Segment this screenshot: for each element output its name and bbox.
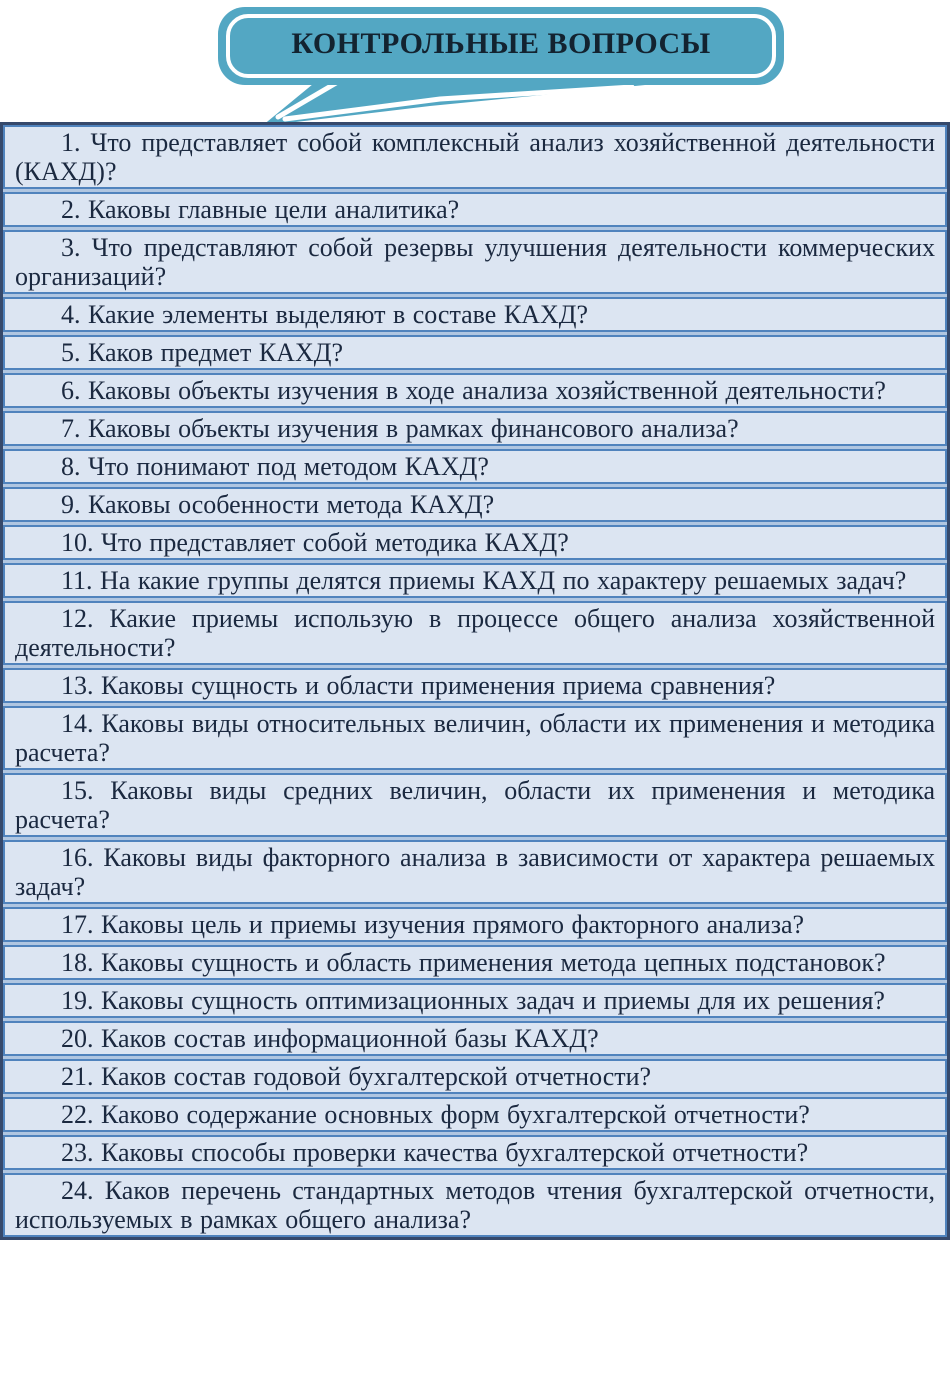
question-row [3,192,947,227]
question-text: 9. Каковы особенности метода КАХД? [61,490,495,519]
question-row [3,945,947,980]
question-text: 22. Каково содержание основных форм бухгалтерской отчетности? [61,1100,810,1129]
question-text: 12. Какие приемы использую в процессе общего анализа хозяйственной деятельности? [15,604,935,662]
page-title: КОНТРОЛЬНЫЕ ВОПРОСЫ [291,27,711,60]
question-text: 21. Каков состав годовой бухгалтерской отчетности? [61,1062,652,1091]
question-row [3,773,947,837]
question-text: 20. Каков состав информационной базы КАХД? [61,1024,599,1053]
question-text: 24. Каков перечень стандартных методов чтения бухгалтерской отчетности, используемых в рамках общего анализа? [15,1176,935,1234]
question-row [3,525,947,560]
question-row [3,373,947,408]
question-row [3,1097,947,1132]
question-row [3,1135,947,1170]
question-row [3,335,947,370]
question-text: 4. Какие элементы выделяют в составе КАХД? [61,300,589,329]
questions-table [0,122,950,1240]
question-text: 7. Каковы объекты изучения в рамках финансового анализа? [61,414,739,443]
question-text: 3. Что представляют собой резервы улучшения деятельности коммерческих организаций? [15,233,935,291]
question-row [3,563,947,598]
question-text: 15. Каковы виды средних величин, области их применения и методика расчета? [15,776,935,834]
question-row [3,411,947,446]
question-row [3,1173,947,1237]
question-row [3,706,947,770]
question-text: 11. На какие группы делятся приемы КАХД по характеру решаемых задач? [61,566,907,595]
question-text: 19. Каковы сущность оптимизационных задач и приемы для их решения? [61,986,885,1015]
question-row [3,297,947,332]
question-row [3,840,947,904]
question-text: 10. Что представляет собой методика КАХД? [61,528,569,557]
question-text: 1. Что представляет собой комплексный анализ хозяйственной деятельности (КАХД)? [15,128,935,186]
question-text: 2. Каковы главные цели аналитика? [61,195,460,224]
question-text: 23. Каковы способы проверки качества бухгалтерской отчетности? [61,1138,809,1167]
question-text: 13. Каковы сущность и области применения приема сравнения? [61,671,776,700]
question-text: 5. Каков предмет КАХД? [61,338,343,367]
question-row [3,125,947,189]
question-row [3,601,947,665]
question-row [3,1021,947,1056]
question-text: 18. Каковы сущность и область применения метода цепных подстановок? [61,948,886,977]
question-text: 14. Каковы виды относительных величин, области их применения и методика расчета? [15,709,935,767]
question-row [3,487,947,522]
question-row [3,230,947,294]
question-row [3,668,947,703]
question-row [3,1059,947,1094]
question-text: 8. Что понимают под методом КАХД? [61,452,489,481]
question-row [3,449,947,484]
question-text: 6. Каковы объекты изучения в ходе анализа хозяйственной деятельности? [61,376,886,405]
question-text: 17. Каковы цель и приемы изучения прямого факторного анализа? [61,910,805,939]
question-row [3,907,947,942]
question-text: 16. Каковы виды факторного анализа в зависимости от характера решаемых задач? [15,843,935,901]
question-row [3,983,947,1018]
